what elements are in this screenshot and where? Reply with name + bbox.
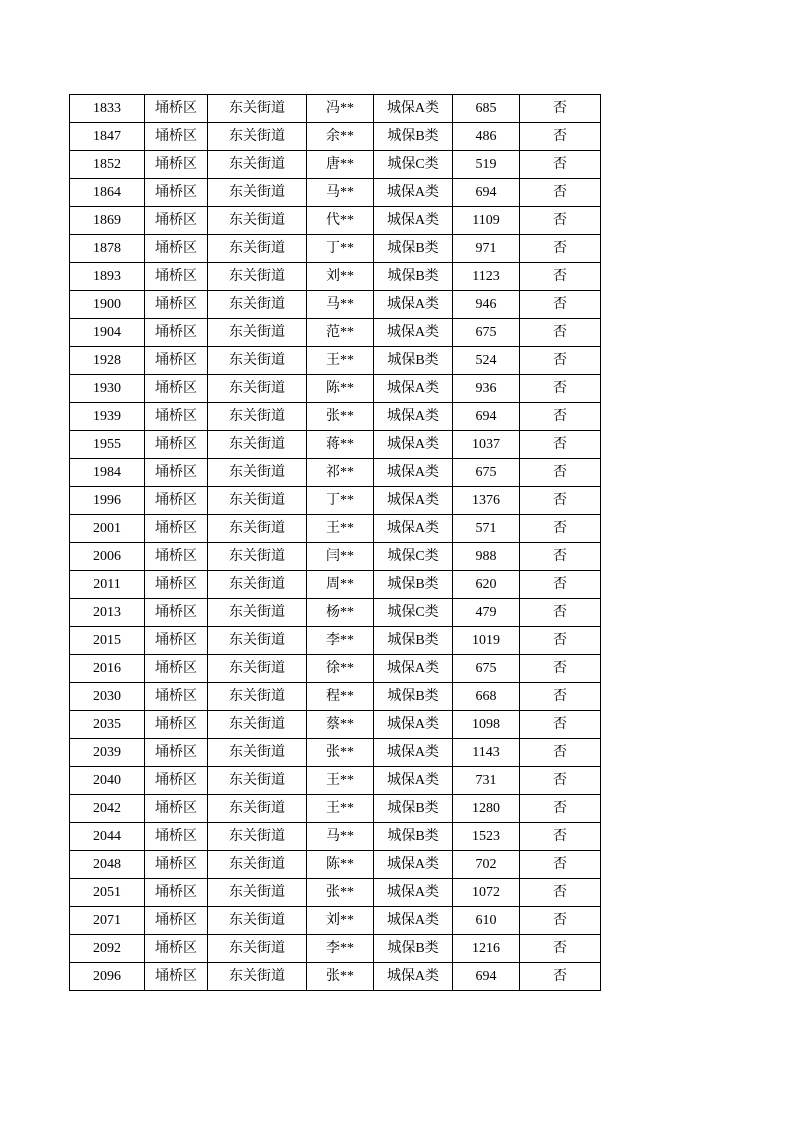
cell-district: 埇桥区: [145, 711, 208, 739]
cell-street: 东关街道: [208, 291, 307, 319]
cell-id: 2001: [70, 515, 145, 543]
cell-street: 东关街道: [208, 599, 307, 627]
cell-district: 埇桥区: [145, 207, 208, 235]
cell-district: 埇桥区: [145, 403, 208, 431]
table-row: [70, 879, 601, 907]
cell-type: 城保B类: [374, 235, 453, 263]
cell-district: 埇桥区: [145, 767, 208, 795]
cell-street: 东关街道: [208, 935, 307, 963]
cell-amount: 946: [453, 291, 520, 319]
cell-district: 埇桥区: [145, 823, 208, 851]
cell-flag: 否: [520, 347, 601, 375]
table-row: [70, 291, 601, 319]
cell-type: 城保B类: [374, 795, 453, 823]
table-row: [70, 851, 601, 879]
cell-id: 2039: [70, 739, 145, 767]
cell-amount: 479: [453, 599, 520, 627]
cell-district: 埇桥区: [145, 291, 208, 319]
cell-district: 埇桥区: [145, 459, 208, 487]
cell-name: 王**: [307, 347, 374, 375]
cell-street: 东关街道: [208, 543, 307, 571]
cell-type: 城保A类: [374, 963, 453, 991]
cell-flag: 否: [520, 235, 601, 263]
cell-amount: 486: [453, 123, 520, 151]
cell-name: 李**: [307, 935, 374, 963]
cell-name: 马**: [307, 823, 374, 851]
cell-type: 城保B类: [374, 347, 453, 375]
cell-amount: 1098: [453, 711, 520, 739]
cell-name: 张**: [307, 963, 374, 991]
cell-id: 1878: [70, 235, 145, 263]
cell-street: 东关街道: [208, 515, 307, 543]
beneficiary-table: [69, 94, 601, 991]
cell-street: 东关街道: [208, 683, 307, 711]
cell-amount: 1376: [453, 487, 520, 515]
cell-type: 城保A类: [374, 655, 453, 683]
cell-type: 城保B类: [374, 627, 453, 655]
cell-type: 城保A类: [374, 207, 453, 235]
table-row: [70, 571, 601, 599]
cell-street: 东关街道: [208, 963, 307, 991]
cell-flag: 否: [520, 823, 601, 851]
cell-street: 东关街道: [208, 123, 307, 151]
table-row: [70, 935, 601, 963]
cell-district: 埇桥区: [145, 739, 208, 767]
cell-flag: 否: [520, 487, 601, 515]
cell-id: 1928: [70, 347, 145, 375]
cell-street: 东关街道: [208, 151, 307, 179]
cell-flag: 否: [520, 879, 601, 907]
cell-street: 东关街道: [208, 207, 307, 235]
cell-amount: 524: [453, 347, 520, 375]
table-row: [70, 515, 601, 543]
cell-name: 闫**: [307, 543, 374, 571]
cell-type: 城保A类: [374, 851, 453, 879]
table-row: [70, 263, 601, 291]
cell-amount: 571: [453, 515, 520, 543]
cell-name: 刘**: [307, 907, 374, 935]
table-row: [70, 459, 601, 487]
cell-amount: 675: [453, 319, 520, 347]
cell-type: 城保B类: [374, 123, 453, 151]
cell-amount: 1019: [453, 627, 520, 655]
cell-name: 张**: [307, 403, 374, 431]
cell-street: 东关街道: [208, 823, 307, 851]
cell-id: 1904: [70, 319, 145, 347]
cell-flag: 否: [520, 319, 601, 347]
cell-flag: 否: [520, 851, 601, 879]
cell-street: 东关街道: [208, 711, 307, 739]
cell-name: 祁**: [307, 459, 374, 487]
cell-amount: 694: [453, 179, 520, 207]
cell-street: 东关街道: [208, 431, 307, 459]
cell-district: 埇桥区: [145, 347, 208, 375]
cell-flag: 否: [520, 655, 601, 683]
cell-district: 埇桥区: [145, 123, 208, 151]
table-row: [70, 767, 601, 795]
table-row: [70, 179, 601, 207]
cell-amount: 1072: [453, 879, 520, 907]
cell-type: 城保A类: [374, 907, 453, 935]
cell-id: 1893: [70, 263, 145, 291]
cell-name: 刘**: [307, 263, 374, 291]
cell-name: 徐**: [307, 655, 374, 683]
cell-street: 东关街道: [208, 459, 307, 487]
table-row: [70, 487, 601, 515]
cell-name: 王**: [307, 767, 374, 795]
cell-amount: 694: [453, 403, 520, 431]
table-row: [70, 319, 601, 347]
cell-flag: 否: [520, 291, 601, 319]
cell-name: 杨**: [307, 599, 374, 627]
cell-district: 埇桥区: [145, 235, 208, 263]
cell-id: 1955: [70, 431, 145, 459]
cell-district: 埇桥区: [145, 179, 208, 207]
cell-id: 1833: [70, 95, 145, 123]
cell-type: 城保A类: [374, 459, 453, 487]
cell-type: 城保A类: [374, 319, 453, 347]
cell-id: 2048: [70, 851, 145, 879]
cell-id: 2071: [70, 907, 145, 935]
table-row: [70, 823, 601, 851]
cell-type: 城保C类: [374, 151, 453, 179]
cell-type: 城保A类: [374, 291, 453, 319]
cell-district: 埇桥区: [145, 599, 208, 627]
cell-amount: 1523: [453, 823, 520, 851]
cell-district: 埇桥区: [145, 683, 208, 711]
cell-flag: 否: [520, 767, 601, 795]
table-row: [70, 95, 601, 123]
cell-flag: 否: [520, 431, 601, 459]
cell-type: 城保A类: [374, 95, 453, 123]
cell-amount: 685: [453, 95, 520, 123]
cell-name: 张**: [307, 879, 374, 907]
cell-id: 1852: [70, 151, 145, 179]
cell-street: 东关街道: [208, 767, 307, 795]
table-body: [70, 95, 601, 991]
cell-amount: 675: [453, 655, 520, 683]
cell-id: 2013: [70, 599, 145, 627]
cell-amount: 694: [453, 963, 520, 991]
cell-district: 埇桥区: [145, 431, 208, 459]
cell-amount: 1280: [453, 795, 520, 823]
cell-type: 城保A类: [374, 879, 453, 907]
cell-street: 东关街道: [208, 179, 307, 207]
cell-district: 埇桥区: [145, 151, 208, 179]
cell-flag: 否: [520, 543, 601, 571]
table-row: [70, 963, 601, 991]
table-row: [70, 403, 601, 431]
cell-street: 东关街道: [208, 95, 307, 123]
cell-type: 城保A类: [374, 179, 453, 207]
cell-id: 1939: [70, 403, 145, 431]
cell-district: 埇桥区: [145, 375, 208, 403]
cell-street: 东关街道: [208, 627, 307, 655]
cell-street: 东关街道: [208, 655, 307, 683]
cell-id: 2051: [70, 879, 145, 907]
cell-type: 城保A类: [374, 403, 453, 431]
cell-id: 1864: [70, 179, 145, 207]
cell-flag: 否: [520, 795, 601, 823]
cell-district: 埇桥区: [145, 515, 208, 543]
cell-type: 城保A类: [374, 375, 453, 403]
cell-id: 2035: [70, 711, 145, 739]
cell-type: 城保C类: [374, 599, 453, 627]
cell-district: 埇桥区: [145, 571, 208, 599]
cell-district: 埇桥区: [145, 627, 208, 655]
cell-flag: 否: [520, 207, 601, 235]
cell-type: 城保C类: [374, 543, 453, 571]
cell-name: 丁**: [307, 235, 374, 263]
cell-amount: 668: [453, 683, 520, 711]
cell-district: 埇桥区: [145, 487, 208, 515]
cell-flag: 否: [520, 599, 601, 627]
cell-flag: 否: [520, 907, 601, 935]
cell-type: 城保A类: [374, 711, 453, 739]
cell-district: 埇桥区: [145, 851, 208, 879]
cell-flag: 否: [520, 151, 601, 179]
cell-name: 蔡**: [307, 711, 374, 739]
cell-district: 埇桥区: [145, 543, 208, 571]
cell-id: 1847: [70, 123, 145, 151]
table-row: [70, 375, 601, 403]
cell-name: 代**: [307, 207, 374, 235]
cell-type: 城保A类: [374, 431, 453, 459]
cell-district: 埇桥区: [145, 319, 208, 347]
cell-street: 东关街道: [208, 907, 307, 935]
cell-id: 1900: [70, 291, 145, 319]
cell-id: 2040: [70, 767, 145, 795]
cell-name: 余**: [307, 123, 374, 151]
cell-name: 唐**: [307, 151, 374, 179]
cell-id: 2044: [70, 823, 145, 851]
cell-street: 东关街道: [208, 235, 307, 263]
cell-street: 东关街道: [208, 319, 307, 347]
cell-amount: 610: [453, 907, 520, 935]
cell-name: 蒋**: [307, 431, 374, 459]
cell-type: 城保B类: [374, 935, 453, 963]
cell-flag: 否: [520, 123, 601, 151]
cell-id: 2042: [70, 795, 145, 823]
cell-amount: 675: [453, 459, 520, 487]
cell-amount: 936: [453, 375, 520, 403]
cell-amount: 1037: [453, 431, 520, 459]
cell-amount: 1216: [453, 935, 520, 963]
table-row: [70, 235, 601, 263]
cell-amount: 702: [453, 851, 520, 879]
table-row: [70, 207, 601, 235]
cell-flag: 否: [520, 459, 601, 487]
cell-name: 周**: [307, 571, 374, 599]
cell-amount: 519: [453, 151, 520, 179]
cell-flag: 否: [520, 571, 601, 599]
cell-amount: 731: [453, 767, 520, 795]
cell-flag: 否: [520, 95, 601, 123]
cell-district: 埇桥区: [145, 95, 208, 123]
table-container: [69, 94, 565, 991]
cell-district: 埇桥区: [145, 907, 208, 935]
cell-district: 埇桥区: [145, 963, 208, 991]
cell-type: 城保A类: [374, 739, 453, 767]
cell-name: 马**: [307, 179, 374, 207]
cell-district: 埇桥区: [145, 655, 208, 683]
table-row: [70, 347, 601, 375]
cell-district: 埇桥区: [145, 263, 208, 291]
cell-type: 城保B类: [374, 823, 453, 851]
cell-flag: 否: [520, 627, 601, 655]
cell-type: 城保A类: [374, 767, 453, 795]
cell-flag: 否: [520, 515, 601, 543]
cell-type: 城保B类: [374, 571, 453, 599]
cell-flag: 否: [520, 935, 601, 963]
cell-type: 城保B类: [374, 263, 453, 291]
cell-id: 1996: [70, 487, 145, 515]
cell-amount: 1109: [453, 207, 520, 235]
cell-district: 埇桥区: [145, 879, 208, 907]
cell-type: 城保A类: [374, 487, 453, 515]
cell-name: 冯**: [307, 95, 374, 123]
cell-id: 2030: [70, 683, 145, 711]
cell-flag: 否: [520, 711, 601, 739]
table-row: [70, 739, 601, 767]
cell-street: 东关街道: [208, 795, 307, 823]
cell-id: 2096: [70, 963, 145, 991]
table-row: [70, 683, 601, 711]
cell-name: 程**: [307, 683, 374, 711]
cell-name: 范**: [307, 319, 374, 347]
cell-flag: 否: [520, 403, 601, 431]
table-row: [70, 431, 601, 459]
cell-id: 2016: [70, 655, 145, 683]
cell-flag: 否: [520, 683, 601, 711]
cell-street: 东关街道: [208, 403, 307, 431]
cell-street: 东关街道: [208, 347, 307, 375]
cell-amount: 1143: [453, 739, 520, 767]
table-row: [70, 543, 601, 571]
cell-type: 城保A类: [374, 515, 453, 543]
table-row: [70, 907, 601, 935]
cell-street: 东关街道: [208, 375, 307, 403]
table-row: [70, 599, 601, 627]
cell-flag: 否: [520, 739, 601, 767]
cell-amount: 620: [453, 571, 520, 599]
cell-street: 东关街道: [208, 739, 307, 767]
cell-id: 2011: [70, 571, 145, 599]
cell-id: 1930: [70, 375, 145, 403]
cell-id: 1869: [70, 207, 145, 235]
cell-name: 丁**: [307, 487, 374, 515]
cell-street: 东关街道: [208, 851, 307, 879]
cell-name: 王**: [307, 515, 374, 543]
cell-type: 城保B类: [374, 683, 453, 711]
cell-amount: 988: [453, 543, 520, 571]
cell-street: 东关街道: [208, 571, 307, 599]
table-row: [70, 627, 601, 655]
table-row: [70, 795, 601, 823]
cell-id: 2006: [70, 543, 145, 571]
cell-flag: 否: [520, 963, 601, 991]
cell-street: 东关街道: [208, 879, 307, 907]
cell-street: 东关街道: [208, 263, 307, 291]
cell-district: 埇桥区: [145, 935, 208, 963]
table-row: [70, 151, 601, 179]
cell-id: 1984: [70, 459, 145, 487]
table-row: [70, 655, 601, 683]
cell-amount: 1123: [453, 263, 520, 291]
cell-flag: 否: [520, 179, 601, 207]
cell-street: 东关街道: [208, 487, 307, 515]
cell-name: 陈**: [307, 851, 374, 879]
cell-id: 2092: [70, 935, 145, 963]
cell-flag: 否: [520, 375, 601, 403]
cell-district: 埇桥区: [145, 795, 208, 823]
cell-amount: 971: [453, 235, 520, 263]
table-row: [70, 123, 601, 151]
cell-name: 王**: [307, 795, 374, 823]
cell-name: 张**: [307, 739, 374, 767]
table-row: [70, 711, 601, 739]
cell-name: 陈**: [307, 375, 374, 403]
cell-flag: 否: [520, 263, 601, 291]
cell-id: 2015: [70, 627, 145, 655]
cell-name: 马**: [307, 291, 374, 319]
cell-name: 李**: [307, 627, 374, 655]
